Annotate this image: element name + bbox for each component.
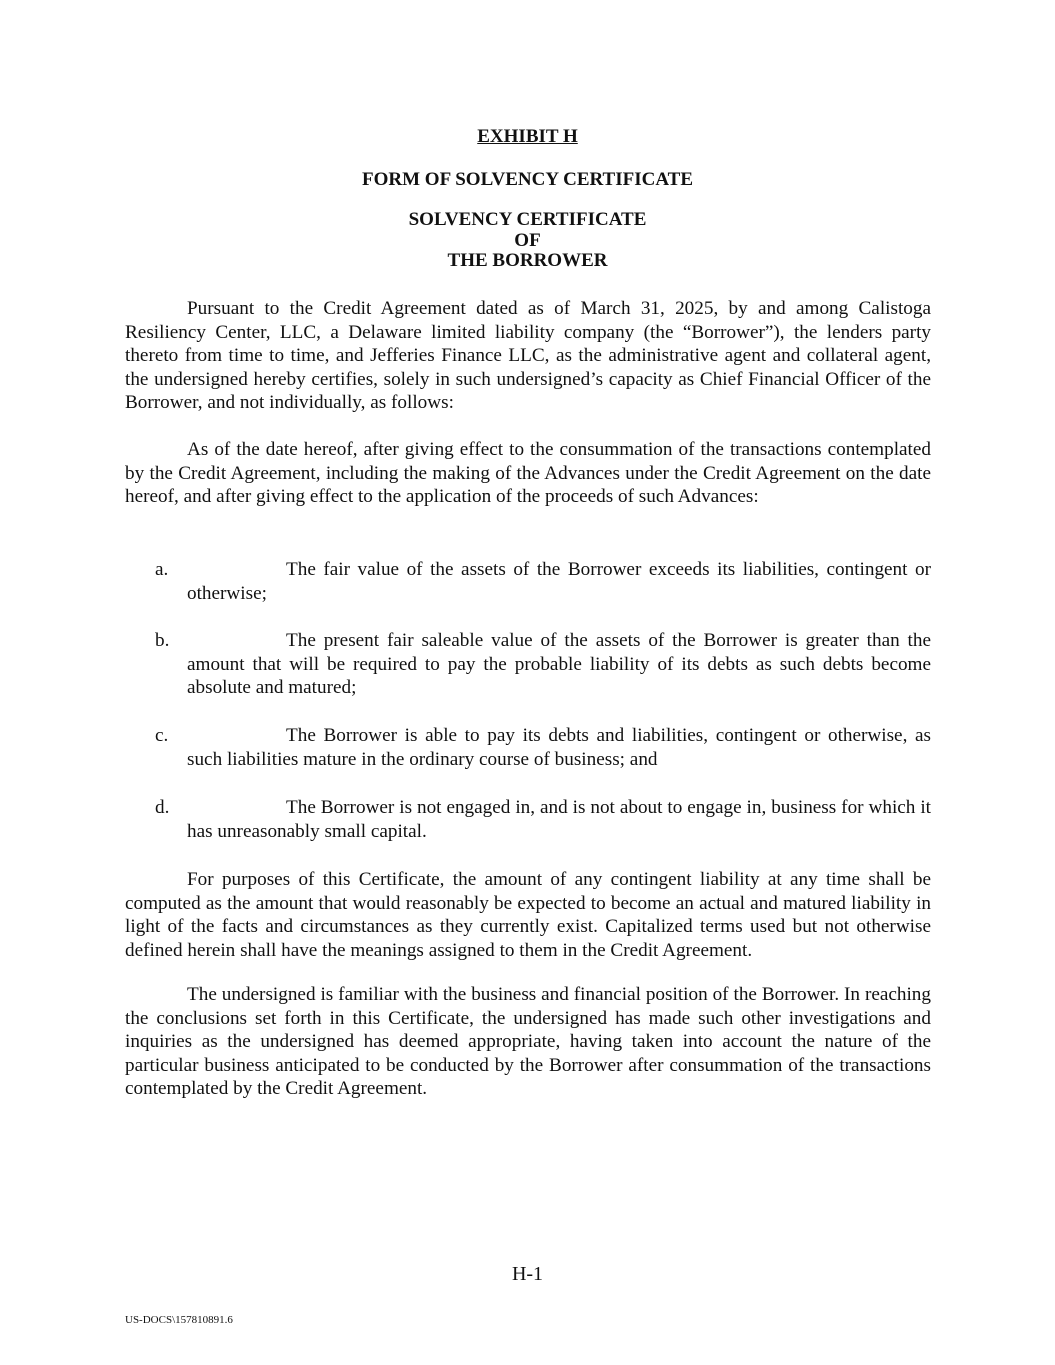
document-id: US-DOCS\157810891.6 [125,1314,233,1326]
form-title: FORM OF SOLVENCY CERTIFICATE [362,169,693,190]
list-item-letter: d. [155,797,170,818]
list-item [155,629,931,700]
certificate-title [0,210,1055,272]
list-item-letter: c. [155,725,169,746]
familiarity-paragraph: The undersigned is familiar with the business and financial position of the Borrower. In reaching the conclusions set forth in this Certificate, the undersigned has made such other investigations and inquiries as the undersigned has deemed appropriate, having taken into account the nature of the particular business anticipated to be conducted by the Borrower after consummation of the transactions contemplated by the Credit Agreement. [125,984,931,1100]
preamble-paragraph: Pursuant to the Credit Agreement dated as of March 31, 2025, by and among Calistoga Resiliency Center, LLC, a Delaware limited liability company (the “Borrower”), the lenders party thereto from time to time, and Jefferies Finance LLC, as the administrative agent and collateral agent, the undersigned hereby certifies, solely in such undersigned’s capacity as Chief Financial Officer of the Borrower, and not individually, as follows: [125,298,931,414]
certificate-title-line-1: SOLVENCY CERTIFICATE [408,209,647,230]
list-item [155,796,931,843]
list-item [155,558,931,605]
list-item [155,724,931,771]
list-item-text: The Borrower is not engaged in, and is not about to engage in, business for which it has unreasonably small capital. [187,797,931,842]
list-item-letter: b. [155,630,170,651]
list-item-letter: a. [155,559,169,580]
effect-paragraph: As of the date hereof, after giving effect to the consummation of the transactions contemplated by the Credit Agreement, including the making of the Advances under the Credit Agreement on the date hereof, and after giving effect to the application of the proceeds of such Advances: [125,439,931,508]
exhibit-heading: EXHIBIT H [477,126,578,147]
purposes-paragraph: For purposes of this Certificate, the amount of any contingent liability at any time shall be computed as the amount that would reasonably be expected to become an actual and matured liability in light of the facts and circumstances as they currently exist. Capitalized terms used but not otherwise defined herein shall have the meanings assigned to them in the Credit Agreement. [125,869,931,961]
page-number: H-1 [511,1263,544,1285]
list-item-text: The present fair saleable value of the assets of the Borrower is greater than the amount that will be required to pay the probable liability of its debts as such debts become absolute and matured; [187,630,931,699]
certificate-title-line-3: THE BORROWER [447,250,608,271]
certificate-title-line-2: OF [514,229,541,251]
list-item-text: The fair value of the assets of the Borrower exceeds its liabilities, contingent or otherwise; [187,559,931,604]
list-item-text: The Borrower is able to pay its debts and liabilities, contingent or otherwise, as such liabilities mature in the ordinary course of business; and [187,725,931,770]
